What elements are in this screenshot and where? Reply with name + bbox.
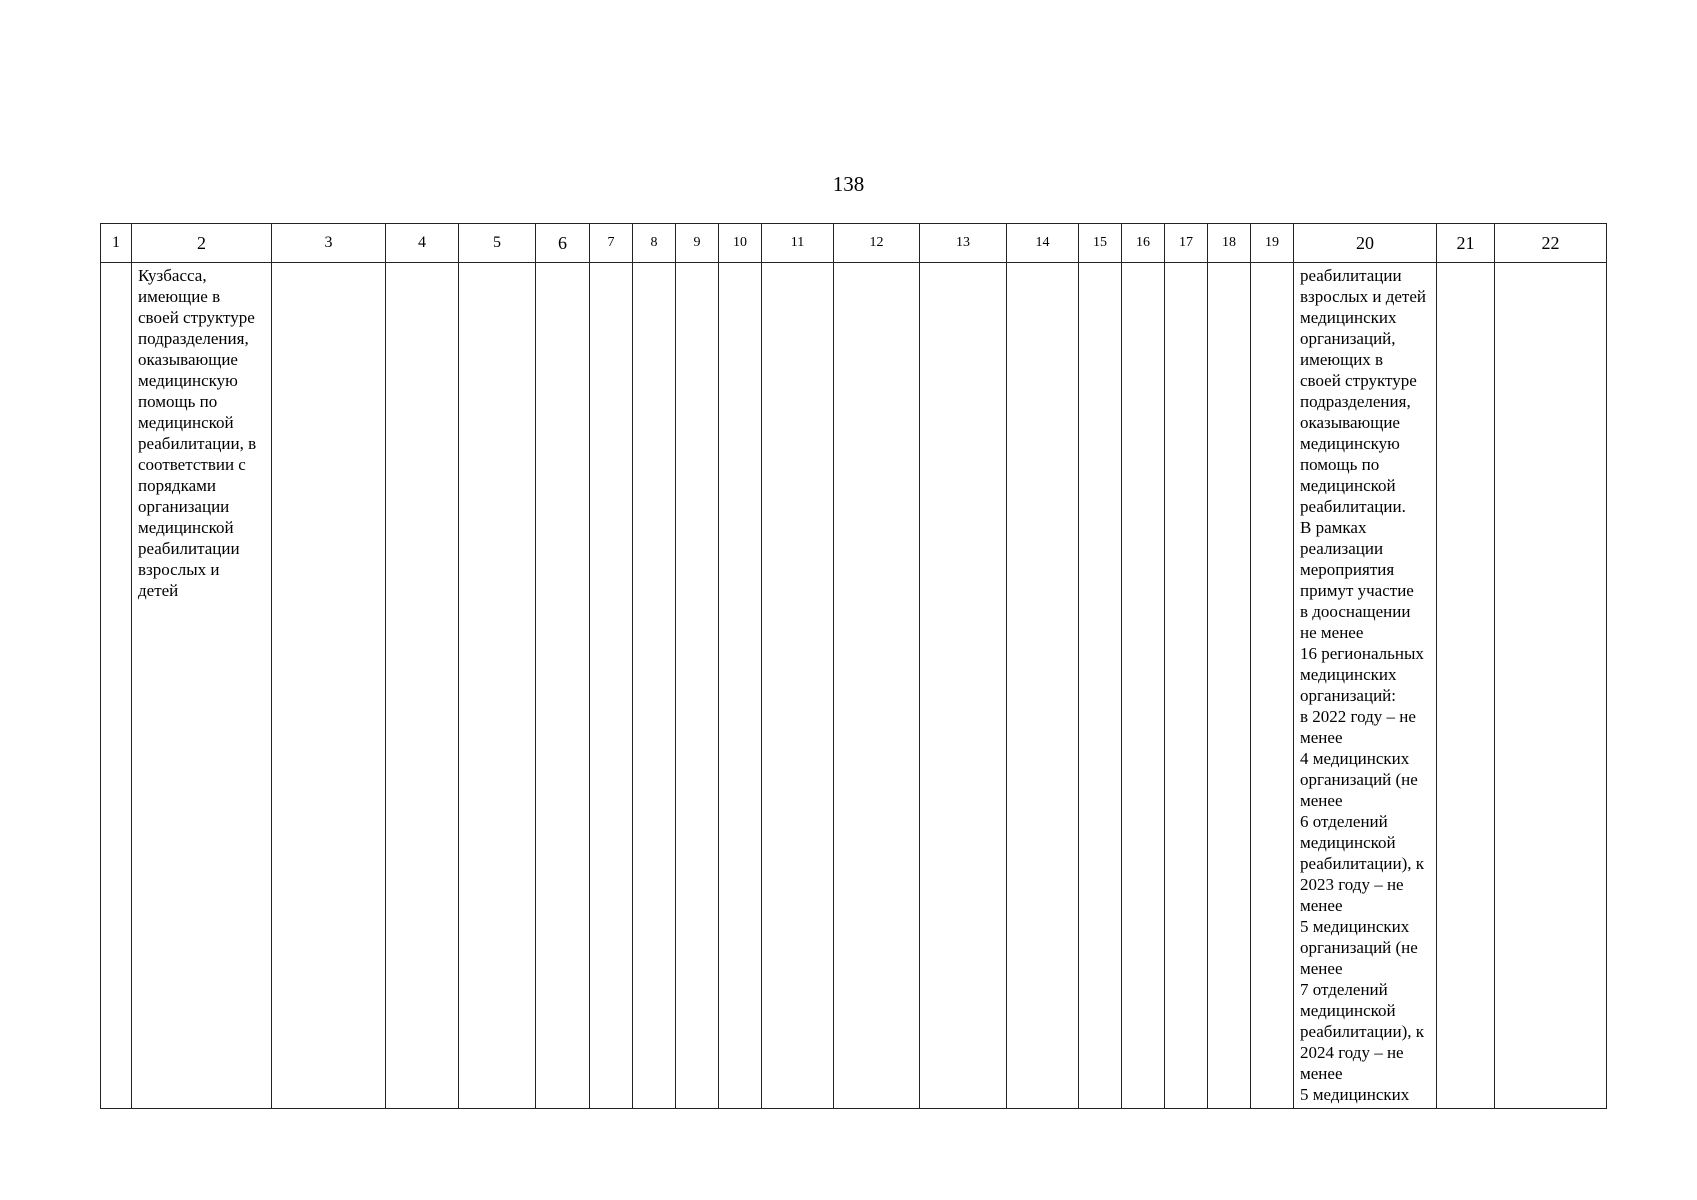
- cell-10: [719, 263, 762, 1109]
- table-row: [101, 263, 1607, 1109]
- col-header-8: 8: [633, 224, 676, 263]
- col-header-3: 3: [272, 224, 386, 263]
- cell-2-text: Кузбасса, имеющие в своей структуре подразделения, оказывающие медицинскую помощь по медицинской реабилитации, в соответствии с порядками организации медицинской реабилитации взрослых и детей: [138, 266, 257, 600]
- cell-14: [1007, 263, 1079, 1109]
- cell-13: [920, 263, 1007, 1109]
- cell-12: [834, 263, 920, 1109]
- cell-7: [590, 263, 633, 1109]
- page-number: 138: [832, 172, 865, 196]
- col-header-21: 21: [1437, 224, 1495, 263]
- cell-5: [459, 263, 536, 1109]
- cell-17: [1165, 263, 1208, 1109]
- col-header-7: 7: [590, 224, 633, 263]
- col-header-17: 17: [1165, 224, 1208, 263]
- cell-9: [676, 263, 719, 1109]
- col-header-11: 11: [762, 224, 834, 263]
- header-row: [101, 224, 1607, 263]
- cell-21: [1437, 263, 1495, 1109]
- cell-3: [272, 263, 386, 1109]
- cell-20: [1294, 263, 1437, 1109]
- col-header-18: 18: [1208, 224, 1251, 263]
- col-header-22: 22: [1495, 224, 1607, 263]
- cell-6: [536, 263, 590, 1109]
- col-header-19: 19: [1251, 224, 1294, 263]
- col-header-13: 13: [920, 224, 1007, 263]
- col-header-16: 16: [1122, 224, 1165, 263]
- cell-18: [1208, 263, 1251, 1109]
- cell-11: [762, 263, 834, 1109]
- col-header-1: 1: [101, 224, 132, 263]
- col-header-12: 12: [834, 224, 920, 263]
- program-table: [100, 223, 1607, 1109]
- cell-2: [132, 263, 272, 1109]
- cell-20-text: реабилитации взрослых и детей медицинских организаций, имеющих в своей структуре подразделения, оказывающие медицинскую помощь по медицинской реабилитации. В рамках реализации мероприятия примут участие в дооснащении не менее 16 региональных медицинских организаций: в 2022 году – не менее 4 медицинских организаций (не менее 6 отделений медицинской реабилитации), к 2023 году – не менее 5 медицинских организаций (не менее 7 отделений медицинской реабилитации), к 2024 году – не менее 5 медицинских: [1300, 266, 1426, 1104]
- cell-8: [633, 263, 676, 1109]
- col-header-20: 20: [1294, 224, 1437, 263]
- col-header-5: 5: [459, 224, 536, 263]
- cell-16: [1122, 263, 1165, 1109]
- col-header-2: 2: [132, 224, 272, 263]
- cell-15: [1079, 263, 1122, 1109]
- col-header-14: 14: [1007, 224, 1079, 263]
- cell-1: [101, 263, 132, 1109]
- cell-4: [386, 263, 459, 1109]
- col-header-9: 9: [676, 224, 719, 263]
- cell-19: [1251, 263, 1294, 1109]
- col-header-6: 6: [536, 224, 590, 263]
- col-header-15: 15: [1079, 224, 1122, 263]
- col-header-10: 10: [719, 224, 762, 263]
- cell-22: [1495, 263, 1607, 1109]
- col-header-4: 4: [386, 224, 459, 263]
